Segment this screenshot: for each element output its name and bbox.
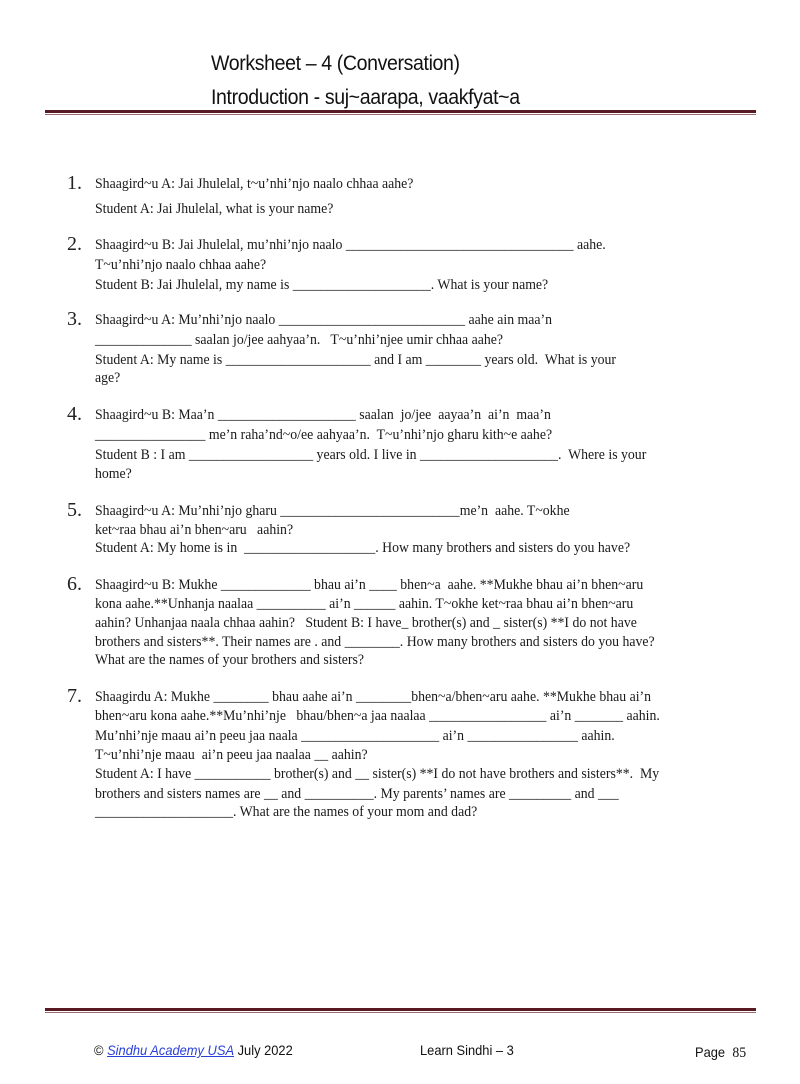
item-text-line: age? xyxy=(95,370,121,386)
header-divider xyxy=(45,110,756,115)
item-text-line: home? xyxy=(95,466,132,482)
page-label: Page xyxy=(695,1044,726,1060)
item-text-line: brothers and sisters names are __ and __________. My parents’ names are _________ and ___ xyxy=(95,786,619,802)
item-text-line: Mu’nhi’nje maau ai’n peeu jaa naala ____________________ ai’n ________________ aahin. xyxy=(95,728,615,744)
item-number: 1. xyxy=(67,172,82,194)
item-text-line: Student A: My name is _____________________ and I am ________ years old. What is your xyxy=(95,352,617,368)
item-text-line: Shaagird~u B: Maa’n ____________________ saalan jo/jee aayaa’n ai’n maa’n xyxy=(95,407,551,423)
page-number: 85 xyxy=(732,1045,747,1061)
item-text-line: Student A: Jai Jhulelal, what is your name? xyxy=(95,201,334,217)
item-text-line: aahin? Unhanjaa naala chhaa aahin? Student B: I have_ brother(s) and _ sister(s) **I do not have xyxy=(95,615,637,631)
item-number: 5. xyxy=(67,499,82,521)
item-text-line: T~u’nhi’njo naalo chhaa aahe? xyxy=(95,257,267,273)
item-text-line: Student B : I am __________________ years old. I live in ____________________. Where is your xyxy=(95,447,647,463)
footer-divider xyxy=(45,1008,756,1013)
item-text-line: Shaagird~u A: Mu’nhi’njo gharu __________________________me’n aahe. T~okhe xyxy=(95,503,570,519)
item-text-line: Shaagird~u A: Mu’nhi’njo naalo ___________________________ aahe ain maa’n xyxy=(95,312,553,328)
item-number: 6. xyxy=(67,573,82,595)
footer-book-title: Learn Sindhi – 3 xyxy=(420,1042,514,1058)
item-text-line: ____________________. What are the names of your mom and dad? xyxy=(95,804,478,820)
footer-page xyxy=(695,1044,746,1062)
copyright-symbol: © xyxy=(94,1042,104,1058)
item-number: 7. xyxy=(67,685,82,707)
item-text-line: kona aahe.**Unhanja naalaa __________ ai’n ______ aahin. T~okhe ket~raa bhau ai’n bhen~aru xyxy=(95,596,634,612)
footer-copyright xyxy=(94,1042,293,1058)
item-number: 3. xyxy=(67,308,82,330)
item-text-line: Shaagird~u B: Mukhe _____________ bhau ai’n ____ bhen~a aahe. **Mukhe bhau ai’n bhen~aru xyxy=(95,577,644,593)
item-text-line: Student A: My home is in ___________________. How many brothers and sisters do you have? xyxy=(95,540,631,556)
worksheet-title: Worksheet – 4 (Conversation) xyxy=(211,52,460,75)
item-text-line: ______________ saalan jo/jee aahyaa’n. T~u’nhi’njee umir chhaa aahe? xyxy=(95,332,504,348)
item-text-line: Shaagird~u B: Jai Jhulelal, mu’nhi’njo naalo _________________________________ aahe. xyxy=(95,237,606,253)
item-text-line: bhen~aru kona aahe.**Mu’nhi’nje bhau/bhen~a jaa naalaa _________________ ai’n _______ aahin. xyxy=(95,708,660,724)
item-text-line: ket~raa bhau ai’n bhen~aru aahin? xyxy=(95,522,294,538)
item-text-line: Shaagird~u A: Jai Jhulelal, t~u’nhi’njo naalo chhaa aahe? xyxy=(95,176,414,192)
worksheet-subtitle: Introduction - suj~aarapa, vaakfyat~a xyxy=(211,86,520,109)
item-text-line: Shaagirdu A: Mukhe ________ bhau aahe ai’n ________bhen~a/bhen~aru aahe. **Mukhe bhau ai’n xyxy=(95,689,652,705)
item-text-line: brothers and sisters**. Their names are . and ________. How many brothers and sisters do you have? xyxy=(95,634,655,650)
item-text-line: T~u’nhi’nje maau ai’n peeu jaa naalaa __ aahin? xyxy=(95,747,368,763)
footer-date: July 2022 xyxy=(237,1042,293,1058)
sindhu-academy-link[interactable]: Sindhu Academy USA xyxy=(107,1042,235,1058)
item-text-line: What are the names of your brothers and sisters? xyxy=(95,652,365,668)
item-text-line: ________________ me’n raha’nd~o/ee aahyaa’n. T~u’nhi’njo gharu kith~e aahe? xyxy=(95,427,553,443)
item-number: 4. xyxy=(67,403,82,425)
item-number: 2. xyxy=(67,233,82,255)
item-text-line: Student A: I have ___________ brother(s) and __ sister(s) **I do not have brothers and sisters**. My xyxy=(95,766,660,782)
item-text-line: Student B: Jai Jhulelal, my name is ____________________. What is your name? xyxy=(95,277,549,293)
